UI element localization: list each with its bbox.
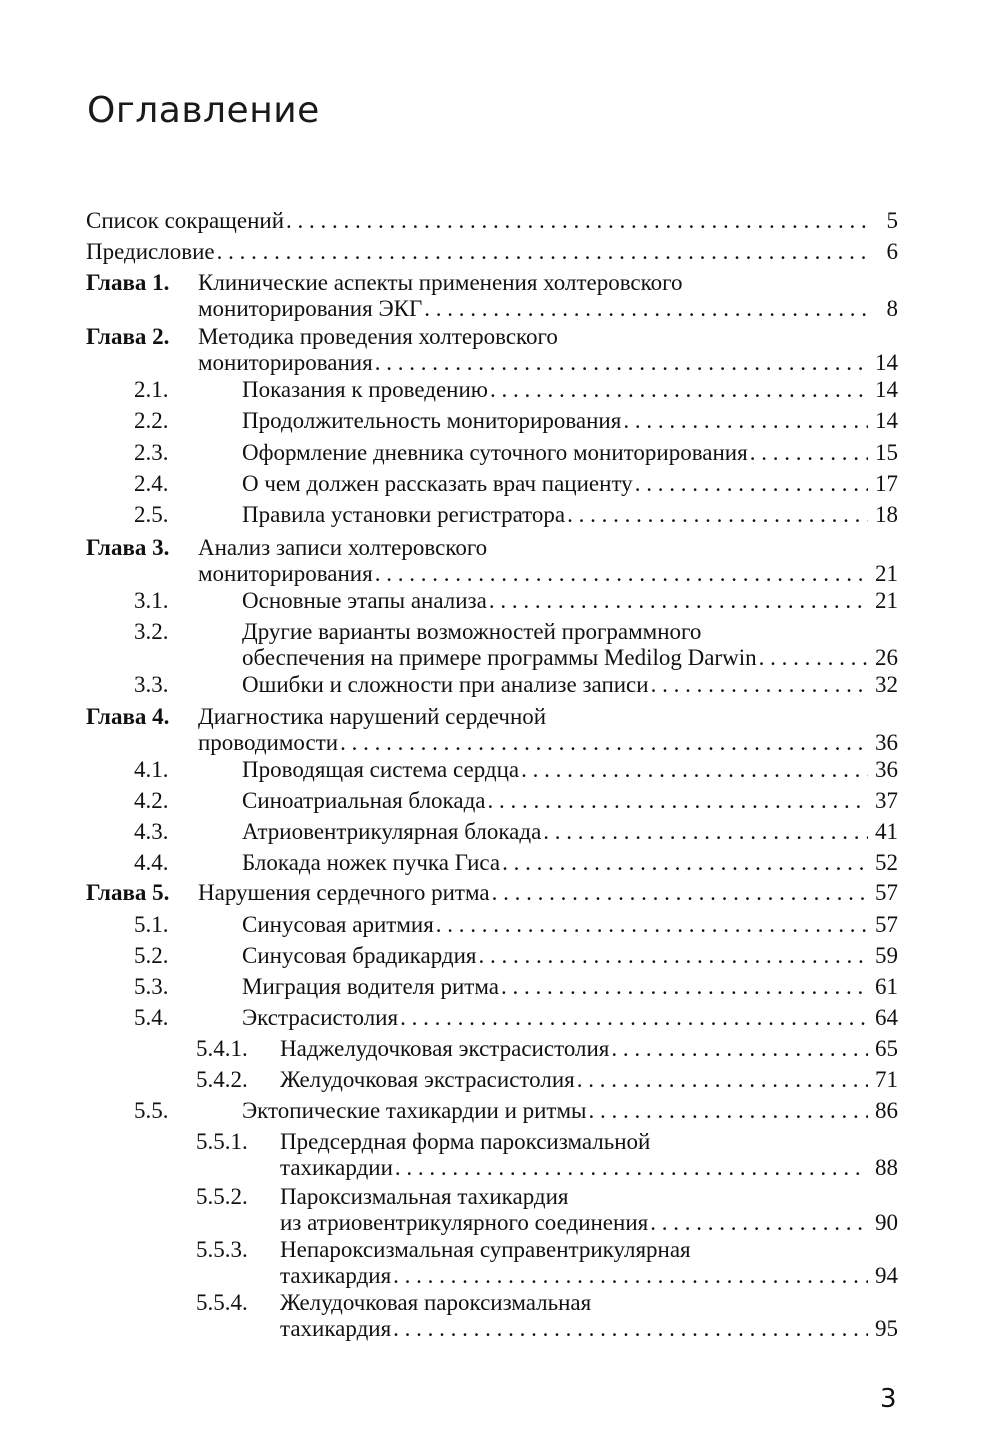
toc-entry-2-1[interactable] bbox=[134, 377, 898, 403]
entry-page: 32 bbox=[875, 672, 898, 697]
entry-page: 90 bbox=[875, 1210, 898, 1235]
leader-dots bbox=[589, 1098, 869, 1124]
leader-dots bbox=[651, 672, 868, 698]
entry-title: Эктопические тахикардии и ритмы bbox=[242, 1098, 587, 1123]
entry-label: 5.5.1. bbox=[196, 1129, 248, 1154]
entry-label: 5.2. bbox=[134, 943, 169, 968]
leader-dots bbox=[623, 408, 868, 434]
entry-page: 14 bbox=[875, 408, 898, 433]
toc-entry-5-5-1[interactable] bbox=[196, 1129, 898, 1181]
leader-dots bbox=[340, 730, 868, 756]
entry-label: 3.3. bbox=[134, 672, 169, 697]
toc-entry-2-2[interactable] bbox=[134, 408, 898, 434]
entry-label: 5.1. bbox=[134, 912, 169, 937]
entry-page: 36 bbox=[875, 730, 898, 755]
entry-page: 14 bbox=[875, 350, 898, 375]
toc-entry-4-2[interactable] bbox=[134, 788, 898, 814]
entry-label: 4.1. bbox=[134, 757, 169, 782]
leader-dots bbox=[521, 757, 868, 783]
leader-dots bbox=[489, 588, 868, 614]
entry-label: Глава 5. bbox=[86, 880, 170, 905]
entry-title: Миграция водителя ритма bbox=[242, 974, 499, 999]
entry-title: Продолжительность мониторирования bbox=[242, 408, 622, 433]
toc-entry-2-5[interactable] bbox=[134, 502, 898, 528]
leader-dots bbox=[488, 788, 869, 814]
toc-entry-3-1[interactable] bbox=[134, 588, 898, 614]
entry-title: Желудочковая пароксизмальная bbox=[280, 1290, 592, 1315]
entry-page: 57 bbox=[875, 912, 898, 937]
entry-title-cont: мониторирования bbox=[198, 350, 373, 375]
entry-title-cont: тахикардии bbox=[280, 1155, 393, 1180]
entry-label: 2.3. bbox=[134, 440, 169, 465]
leader-dots bbox=[650, 1210, 868, 1236]
entry-title-cont: из атриовентрикулярного соединения bbox=[280, 1210, 649, 1235]
entry-label: 5.3. bbox=[134, 974, 169, 999]
entry-title: Проводящая система сердца bbox=[242, 757, 520, 782]
entry-page: 26 bbox=[875, 645, 898, 670]
entry-label: Глава 4. bbox=[86, 704, 170, 729]
entry-label: 4.4. bbox=[134, 850, 169, 875]
leader-dots bbox=[375, 561, 868, 587]
page-title: Оглавление bbox=[87, 90, 320, 131]
entry-page: 52 bbox=[875, 850, 898, 875]
entry-label: 5.5.4. bbox=[196, 1290, 248, 1315]
leader-dots bbox=[479, 943, 868, 969]
toc-entry-2-4[interactable] bbox=[134, 471, 898, 497]
toc-entry-chapter-4[interactable] bbox=[86, 704, 898, 756]
toc-entry-5-5-4[interactable] bbox=[196, 1290, 898, 1342]
toc-entry-4-1[interactable] bbox=[134, 757, 898, 783]
entry-title: Желудочковая экстрасистолия bbox=[280, 1067, 575, 1092]
entry-page: 88 bbox=[875, 1155, 898, 1180]
leader-dots bbox=[567, 502, 868, 528]
entry-label: 2.4. bbox=[134, 471, 169, 496]
entry-label: 5.4.2. bbox=[196, 1067, 248, 1092]
leader-dots bbox=[490, 377, 868, 403]
entry-title: Анализ записи холтеровского bbox=[198, 535, 488, 560]
entry-title: Синусовая аритмия bbox=[242, 912, 434, 937]
toc-entry-5-5[interactable] bbox=[134, 1098, 898, 1124]
leader-dots bbox=[635, 471, 868, 497]
toc-entry-5-1[interactable] bbox=[134, 912, 898, 938]
toc-entry-5-5-3[interactable] bbox=[196, 1237, 898, 1289]
entry-page: 64 bbox=[875, 1005, 898, 1030]
toc-entry-5-5-2[interactable] bbox=[196, 1184, 898, 1236]
toc-entry-5-4-1[interactable] bbox=[196, 1036, 898, 1062]
entry-title-cont: тахикардия bbox=[280, 1316, 392, 1341]
entry-title-cont: проводимости bbox=[198, 730, 339, 755]
entry-title: Правила установки регистратора bbox=[242, 502, 566, 527]
toc-entry-chapter-3[interactable] bbox=[86, 535, 898, 587]
entry-label: 5.5.2. bbox=[196, 1184, 248, 1209]
entry-label: 3.1. bbox=[134, 588, 169, 613]
entry-page: 37 bbox=[875, 788, 898, 813]
entry-page: 71 bbox=[875, 1067, 898, 1092]
leader-dots bbox=[375, 350, 868, 376]
toc-entry-4-3[interactable] bbox=[134, 819, 898, 845]
toc-entry-chapter-5[interactable] bbox=[86, 880, 898, 906]
entry-title: Оформление дневника суточного мониторирования bbox=[242, 440, 748, 465]
toc-entry-3-2[interactable] bbox=[134, 619, 898, 671]
entry-title: Диагностика нарушений сердечной bbox=[198, 704, 547, 729]
entry-title: Атриовентрикулярная блокада bbox=[242, 819, 542, 844]
toc-entry-preface[interactable] bbox=[86, 239, 898, 265]
entry-page: 36 bbox=[875, 757, 898, 782]
entry-title: Методика проведения холтеровского bbox=[198, 324, 558, 349]
entry-label: 2.2. bbox=[134, 408, 169, 433]
entry-page: 65 bbox=[875, 1036, 898, 1061]
entry-label: 2.5. bbox=[134, 502, 169, 527]
entry-label: 4.3. bbox=[134, 819, 169, 844]
entry-title-cont: мониторирования ЭКГ bbox=[198, 296, 423, 321]
entry-page: 18 bbox=[875, 502, 898, 527]
page-number: 3 bbox=[880, 1384, 897, 1414]
leader-dots bbox=[750, 440, 868, 466]
toc-entry-chapter-1[interactable] bbox=[86, 270, 898, 322]
leader-dots bbox=[400, 1005, 868, 1031]
toc-entry-3-3[interactable] bbox=[134, 672, 898, 698]
entry-page: 21 bbox=[875, 588, 898, 613]
entry-label: Глава 1. bbox=[86, 270, 170, 295]
entry-page: 95 bbox=[875, 1316, 898, 1341]
leader-dots bbox=[393, 1263, 868, 1289]
entry-label: Глава 3. bbox=[86, 535, 170, 560]
entry-title: Наджелудочковая экстрасистолия bbox=[280, 1036, 610, 1061]
entry-label: 5.4. bbox=[134, 1005, 169, 1030]
entry-title: Клинические аспекты применения холтеровского bbox=[198, 270, 683, 295]
entry-label: 2.1. bbox=[134, 377, 169, 402]
entry-page: 14 bbox=[875, 377, 898, 402]
entry-title: Блокада ножек пучка Гиса bbox=[242, 850, 501, 875]
entry-page: 5 bbox=[886, 208, 898, 233]
entry-label: Глава 2. bbox=[86, 324, 170, 349]
leader-dots bbox=[286, 208, 868, 234]
leader-dots bbox=[611, 1036, 868, 1062]
entry-page: 86 bbox=[875, 1098, 898, 1123]
toc-entry-chapter-2[interactable] bbox=[86, 324, 898, 376]
entry-title-cont: мониторирования bbox=[198, 561, 373, 586]
entry-title-cont: тахикардия bbox=[280, 1263, 392, 1288]
entry-title: Показания к проведению bbox=[242, 377, 488, 402]
leader-dots bbox=[436, 912, 868, 938]
entry-title: Пароксизмальная тахикардия bbox=[280, 1184, 569, 1209]
entry-label: 5.5.3. bbox=[196, 1237, 248, 1262]
toc-entry-5-4[interactable] bbox=[134, 1005, 898, 1031]
entry-page: 57 bbox=[875, 880, 898, 905]
leader-dots bbox=[395, 1155, 868, 1181]
entry-title: О чем должен рассказать врач пациенту bbox=[242, 471, 633, 496]
entry-page: 59 bbox=[875, 943, 898, 968]
entry-title: Предсердная форма пароксизмальной bbox=[280, 1129, 651, 1154]
toc-entry-abbreviations[interactable] bbox=[86, 208, 898, 234]
entry-page: 8 bbox=[886, 296, 898, 321]
entry-label: 3.2. bbox=[134, 619, 169, 644]
entry-label: 5.4.1. bbox=[196, 1036, 248, 1061]
leader-dots bbox=[492, 880, 868, 906]
entry-title: Синусовая брадикардия bbox=[242, 943, 477, 968]
entry-title: Экстрасистолия bbox=[242, 1005, 399, 1030]
entry-page: 61 bbox=[875, 974, 898, 999]
entry-title: Предисловие bbox=[86, 239, 215, 264]
entry-page: 21 bbox=[875, 561, 898, 586]
leader-dots bbox=[393, 1316, 868, 1342]
leader-dots bbox=[217, 239, 868, 265]
entry-title: Список сокращений bbox=[86, 208, 285, 233]
leader-dots bbox=[759, 645, 868, 671]
leader-dots bbox=[577, 1067, 868, 1093]
entry-page: 94 bbox=[875, 1263, 898, 1288]
toc-entry-5-4-2[interactable] bbox=[196, 1067, 898, 1093]
leader-dots bbox=[424, 296, 868, 322]
entry-page: 17 bbox=[875, 471, 898, 496]
entry-title: Непароксизмальная суправентрикулярная bbox=[280, 1237, 691, 1262]
entry-label: 5.5. bbox=[134, 1098, 169, 1123]
entry-title-cont: обеспечения на примере программы Medilog Darwin bbox=[242, 645, 757, 670]
leader-dots bbox=[501, 974, 868, 1000]
entry-title: Основные этапы анализа bbox=[242, 588, 487, 613]
entry-page: 41 bbox=[875, 819, 898, 844]
toc-entry-5-2[interactable] bbox=[134, 943, 898, 969]
toc-entry-4-4[interactable] bbox=[134, 850, 898, 876]
toc-entry-2-3[interactable] bbox=[134, 440, 898, 466]
toc-entry-5-3[interactable] bbox=[134, 974, 898, 1000]
entry-title: Ошибки и сложности при анализе записи bbox=[242, 672, 649, 697]
entry-title: Синоатриальная блокада bbox=[242, 788, 486, 813]
entry-page: 15 bbox=[875, 440, 898, 465]
entry-title: Другие варианты возможностей программного bbox=[242, 619, 702, 644]
entry-title: Нарушения сердечного ритма bbox=[198, 880, 490, 905]
leader-dots bbox=[502, 850, 868, 876]
leader-dots bbox=[543, 819, 868, 845]
entry-label: 4.2. bbox=[134, 788, 169, 813]
entry-page: 6 bbox=[886, 239, 898, 264]
